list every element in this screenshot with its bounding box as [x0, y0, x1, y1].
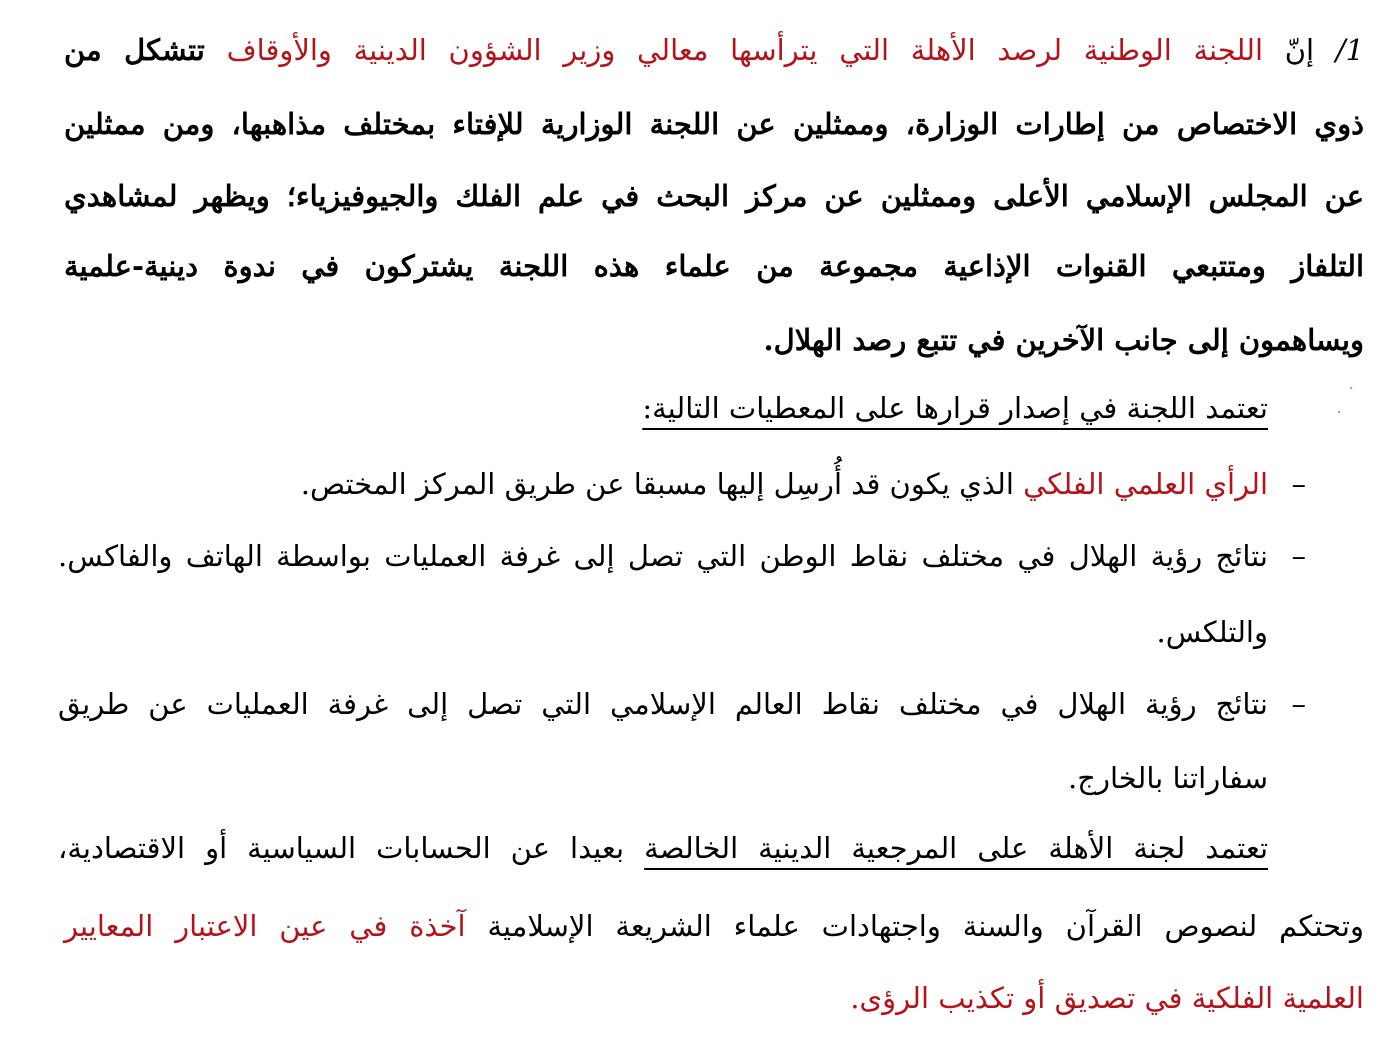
scan-artifact-mark: · — [1336, 402, 1342, 423]
closing-line-2 — [64, 896, 1364, 956]
closing-line-2-highlight: آخذة في عين الاعتبار المعايير — [64, 909, 466, 943]
closing-underlined-phrase: تعتمد لجنة الأهلة على المرجعية الدينية الخالصة — [644, 831, 1269, 865]
closing-line-2-start: وتحتكم لنصوص القرآن والسنة واجتهادات علماء الشريعة الإسلامية — [487, 909, 1364, 943]
bullet-dash-2: – — [1291, 539, 1306, 573]
bullet-item-1 — [301, 454, 1268, 514]
bullet-1-highlight: الرأي العلمي الفلكي — [1023, 467, 1268, 501]
paragraph-1-line-1 — [64, 20, 1364, 80]
closing-line-3: العلمية الفلكية في تصديق أو تكذيب الرؤى. — [850, 981, 1364, 1015]
criteria-intro: تعتمد اللجنة في إصدار قرارها على المعطيات التالية: — [642, 391, 1268, 425]
paragraph-1-line-4: التلفاز ومتتبعي القنوات الإذاعية مجموعة من علماء هذه اللجنة يشتركون في ندوة دينية-علمية — [64, 249, 1364, 283]
bullet-dash-3: – — [1291, 687, 1306, 721]
closing-line-1-rest: بعيدا عن الحسابات السياسية أو الاقتصادية، — [58, 831, 625, 865]
paragraph-1-line-5: ويساهمون إلى جانب الآخرين في تتبع رصد الهلال. — [763, 323, 1364, 357]
paragraph-1-line-2: ذوي الاختصاص من إطارات الوزارة، وممثلين عن اللجنة الوزارية للإفتاء بمختلف مذاهبها، ومن ممثلين — [64, 107, 1364, 141]
closing-line-1 — [58, 818, 1268, 878]
bullet-item-3-line-2: سفاراتنا بالخارج. — [1068, 761, 1268, 795]
scan-artifact-mark: · — [1348, 378, 1354, 399]
paragraph-number: 1/ — [1335, 33, 1365, 67]
line-1-end: تتشكل من — [64, 33, 205, 67]
bullet-item-2-line-2: والتلكس. — [1156, 615, 1268, 649]
committee-name-highlight: اللجنة الوطنية لرصد الأهلة التي يترأسها معالي وزير الشؤون الدينية والأوقاف — [226, 33, 1264, 67]
bullet-1-rest: الذي يكون قد أُرسِل إليها مسبقا عن طريق المركز المختص. — [300, 467, 1014, 501]
paragraph-1-line-3: عن المجلس الإسلامي الأعلى وممثلين عن مركز البحث في علم الفلك والجيوفيزياء؛ ويظهر لمشاهدي — [64, 179, 1364, 213]
bullet-item-3-line-1: نتائج رؤية الهلال في مختلف نقاط العالم الإسلامي التي تصل إلى غرفة العمليات عن طريق — [58, 687, 1268, 721]
paragraph-intro: إنّ — [1284, 33, 1315, 67]
bullet-dash-1: – — [1291, 467, 1306, 501]
bullet-item-2-line-1: نتائج رؤية الهلال في مختلف نقاط الوطن التي تصل إلى غرفة العمليات بواسطة الهاتف والفاكس. — [58, 539, 1268, 573]
